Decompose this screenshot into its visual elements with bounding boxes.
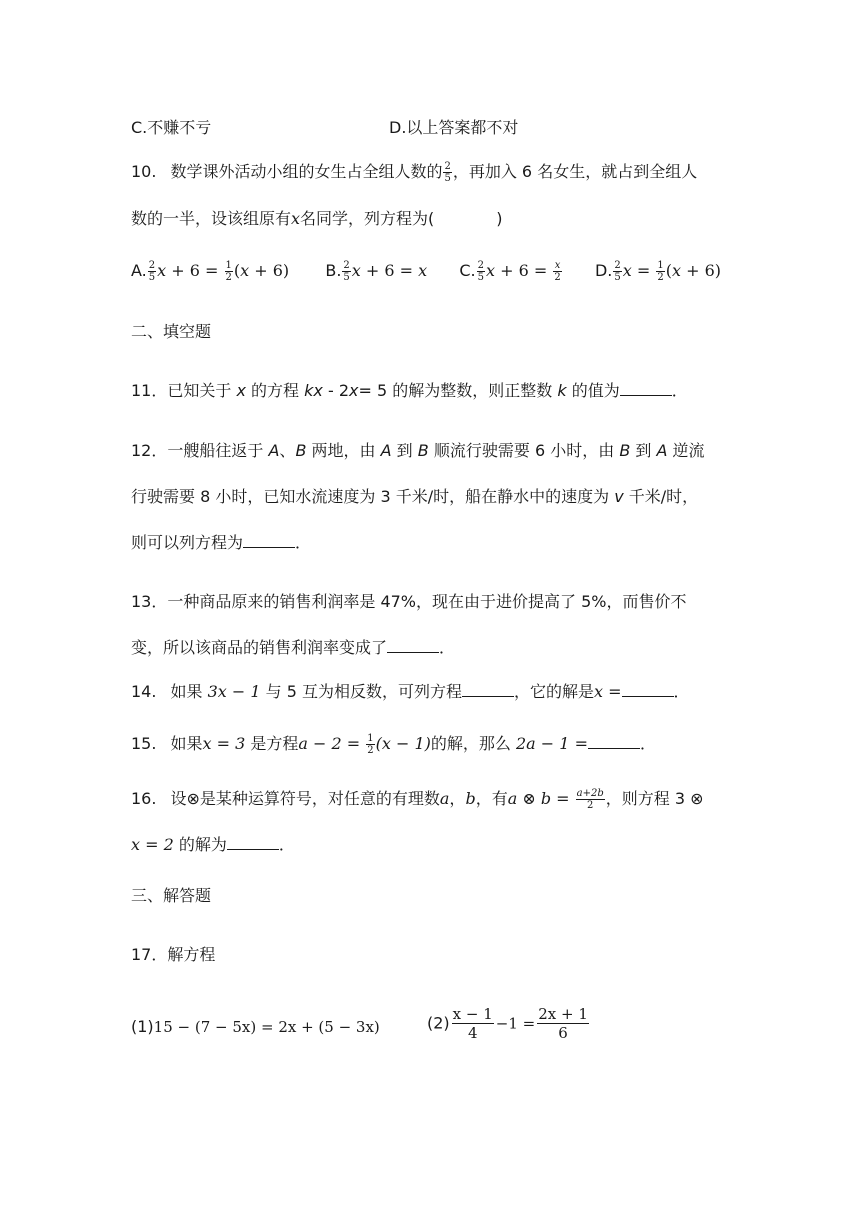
fraction: $\frac{2}{5}$ [444,161,451,184]
q9-option-d: D.以上答案都不对 [389,118,519,137]
answer-blank [243,533,295,548]
q10-option-b: B. $\frac{2}{5}$ x + 6 = x [325,260,428,283]
q15: 15. 如果x = 3 是方程a − 2 = $\frac{1}{2}$ (x − 1)的解，那么 2a − 1 = ． [131,733,656,756]
answer-blank [588,734,640,749]
answer-blank [227,835,279,850]
q13-line1: 13．一种商品原来的销售利润率是 47%，现在由于进价提高了 5%，而售价不 [131,592,687,611]
q10-option-d: D. $\frac{2}{5}$ x = $\frac{1}{2}$ (x + 6) [594,260,721,283]
q12-line2: 行驶需要 8 小时，已知水流速度为 3 千米/时，船在静水中的速度为 v 千米/时， [131,487,699,506]
q13-line2: 变，所以该商品的销售利润率变成了 ． [131,638,456,657]
answer-blank [387,638,439,653]
q17-equations [131,1005,588,1042]
q12-line1: 12．一艘船往返于 A、B 两地，由 A 到 B 顺流行驶需要 6 小时，由 B 到 A 逆流 [131,441,705,460]
q14: 14. 如果 3x − 1 与 5 互为相反数，可列方程 ，它的解是x = ． [131,682,690,701]
section-heading-solve: 三、解答题 [131,886,212,905]
q10-option-a: A. $\frac{2}{5}$ x + 6 = $\frac{1}{2}$ (x + 6) [131,260,290,283]
q10-options [131,259,721,283]
q16-line1: 16. 设⊗是某种运算符号，对任意的有理数a，b，有a ⊗ b = $\frac{a+2b}{2}$ ，则方程 3 ⊗ [131,788,704,811]
q17-part1: (1)15 − (7 − 5x) = 2x + (5 − 3x) [131,1017,380,1036]
answer-blank [462,682,514,697]
q12-line3: 则可以列方程为 ． [131,533,312,552]
q17-part2: (2) $\frac{x - 1}{4}$ −1 = $\frac{2x + 1}{6}$ [427,1005,588,1042]
q9-option-c: C.不赚不亏 [131,118,212,137]
q17-title: 17．解方程 [131,945,216,964]
q16-line2: x = 2 的解为 ． [131,835,295,854]
q10-line1: 10. 数学课外活动小组的女生占全组人数的 $\frac{2}{5}$ ，再加入 6 名女生，就占到全组人 [131,161,698,184]
answer-blank [622,682,674,697]
q9-options [131,116,519,140]
section-heading-fill-in: 二、填空题 [131,322,212,341]
answer-blank [620,381,672,396]
q10-line2: 数的一半，设该组原有x名同学，列方程为( ) [131,209,503,228]
q11: 11．已知关于 x 的方程 kx - 2x= 5 的解为整数，则正整数 k 的值为 ． [131,381,688,400]
q10-option-c: C. $\frac{2}{5}$ x + 6 = $\frac{x}{2}$ [459,260,561,283]
